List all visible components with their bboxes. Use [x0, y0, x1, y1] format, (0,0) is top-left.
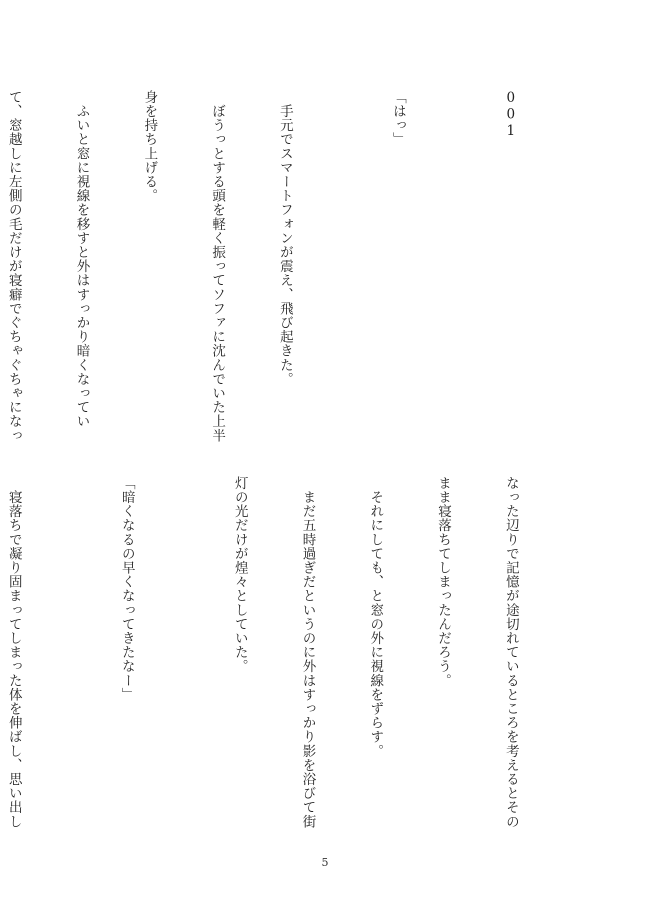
text-column: なった辺りで記憶が途切れているところを考えるとその [502, 476, 519, 829]
text-column: それにしても、と窓の外に視線をずらす。 [367, 476, 384, 758]
text-column: 「暗くなるの早くなってきたなー」 [118, 476, 135, 702]
text-column: まま寝落ちてしまったんだろう。 [435, 476, 452, 688]
text-column: 身を持ち上げる。 [141, 90, 158, 203]
text-column: 「はっ」 [389, 90, 406, 147]
text-column: 灯の光だけが煌々としていた。 [231, 476, 248, 674]
text-column: 手元でスマートフォンが震え、飛び起きた。 [276, 90, 293, 387]
upper-text-block [0, 90, 567, 443]
page-number: 5 [321, 856, 329, 869]
text-column: て、窓越しに左側の毛だけが寝癖でぐちゃぐちゃになっ [5, 90, 22, 443]
text-column: 001 [502, 90, 519, 140]
text-column: 寝落ちで凝り固まってしまった体を伸ばし、思い出し [5, 476, 22, 829]
text-column: ふいと窓に視線を移すと外はすっかり暗くなってい [73, 90, 90, 429]
lower-text-block [0, 476, 567, 829]
text-column: まだ五時過ぎだというのに外はすっかり影を浴びて街 [299, 476, 316, 829]
text-column: ぼうっとする頭を軽く振ってソファに沈んでいた上半 [209, 90, 226, 443]
